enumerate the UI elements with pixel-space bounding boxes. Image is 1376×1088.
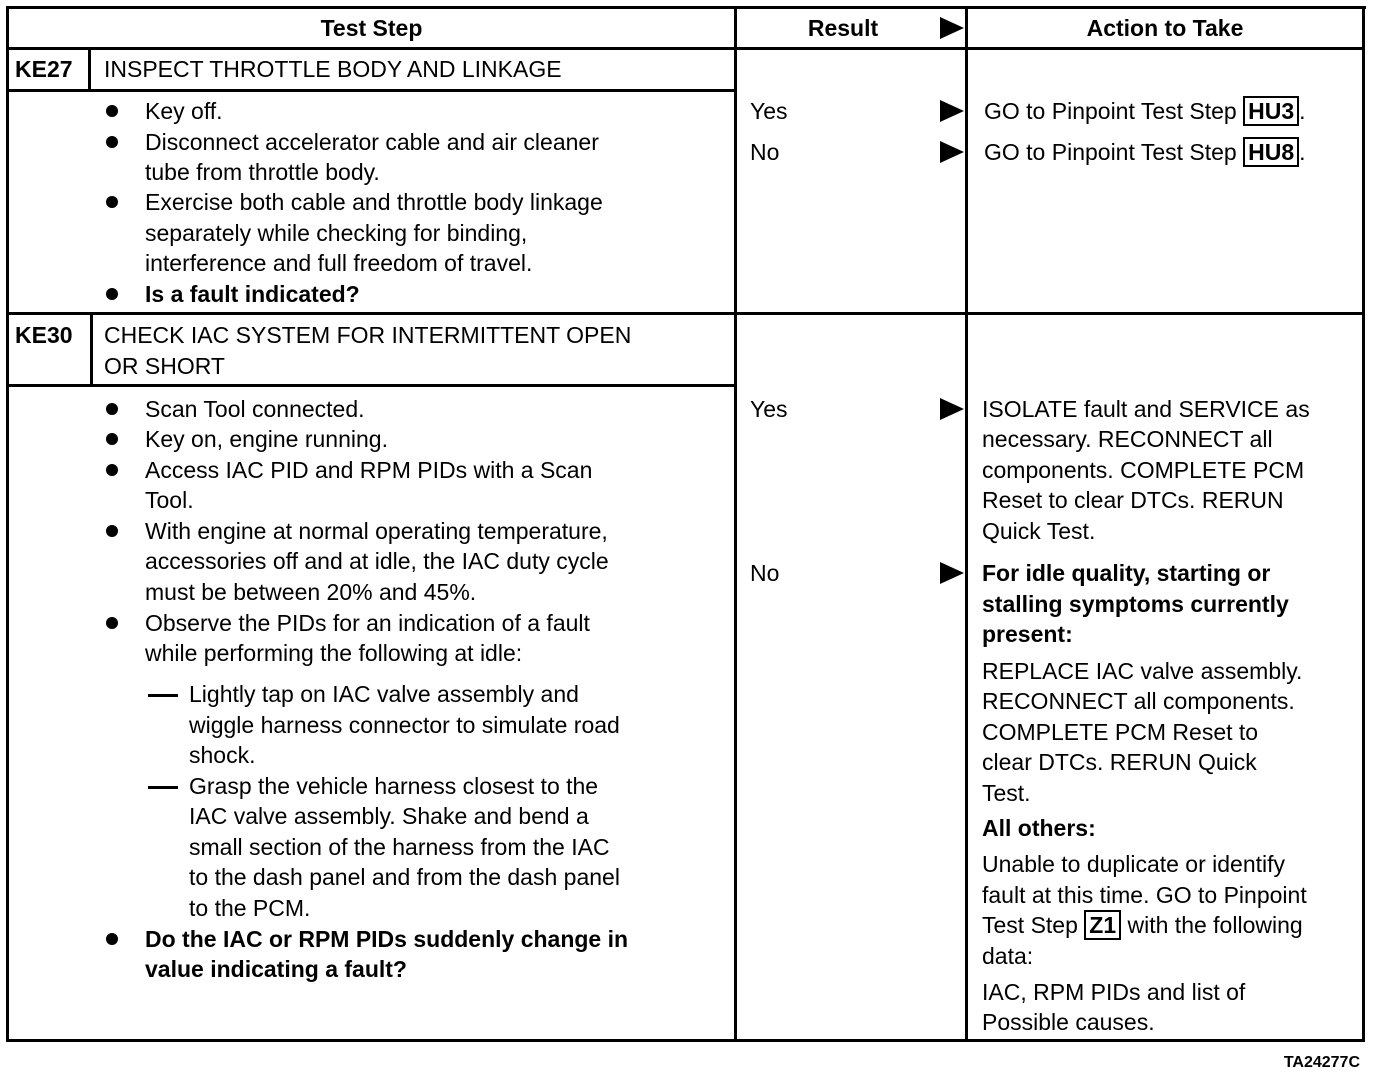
ke30-no-action-line-3: COMPLETE PCM Reset to xyxy=(982,719,1259,745)
ke30-others-tail-line-2: Possible causes. xyxy=(982,1009,1155,1035)
ke30-step-5-line-2: while performing the following at idle: xyxy=(145,640,523,666)
ke27-title-rule xyxy=(6,89,737,92)
ke30-no-action-line-1: REPLACE IAC valve assembly. xyxy=(982,658,1303,684)
ke27-step-1: Key off. xyxy=(145,98,223,124)
ke30-substep-1-line-1: Lightly tap on IAC valve assembly and xyxy=(189,681,579,707)
bullet-icon xyxy=(106,403,118,415)
bullet-icon xyxy=(106,105,118,117)
ke30-others-ref-post: with the following xyxy=(1121,912,1303,938)
ke30-substep-2-line-1: Grasp the vehicle harness closest to the xyxy=(189,773,599,799)
dash-icon xyxy=(148,694,178,697)
header-action: Action to Take xyxy=(1086,15,1244,41)
ref-z1[interactable]: Z1 xyxy=(1084,910,1121,940)
ke30-yes-action-line-4: Reset to clear DTCs. RERUN xyxy=(982,487,1284,513)
ke30-step-2: Key on, engine running. xyxy=(145,426,388,452)
bullet-icon xyxy=(106,617,118,629)
arrow-right-icon xyxy=(940,100,964,122)
ke27-action-no xyxy=(984,137,1306,168)
ke30-no-heading-line-2: stalling symptoms currently xyxy=(982,591,1289,617)
ke30-result-no: No xyxy=(750,560,780,586)
bullet-icon xyxy=(106,933,118,945)
table-bottom-border xyxy=(6,1039,1365,1042)
ke27-action-no-end: . xyxy=(1299,139,1306,165)
ke27-question: Is a fault indicated? xyxy=(145,281,360,307)
ke27-step-3-line-1: Exercise both cable and throttle body linkage xyxy=(145,189,603,215)
ke30-step-4-line-3: must be between 20% and 45%. xyxy=(145,579,477,605)
section-divider xyxy=(6,312,1365,315)
ke30-others-ref-pre: Test Step xyxy=(982,912,1085,938)
ke30-others-ref-line xyxy=(982,910,1303,941)
ke30-substep-2-line-3: small section of the harness from the IAC xyxy=(189,834,610,860)
ke30-substep-2-line-4: to the dash panel and from the dash panel xyxy=(189,864,620,890)
ke30-step-id: KE30 xyxy=(15,322,73,348)
arrow-right-icon xyxy=(940,398,964,420)
table-right-border xyxy=(1362,6,1365,1042)
bullet-icon xyxy=(106,525,118,537)
ke30-result-yes: Yes xyxy=(750,396,788,422)
ke30-step-3-line-1: Access IAC PID and RPM PIDs with a Scan xyxy=(145,457,593,483)
bullet-icon xyxy=(106,464,118,476)
ke30-id-divider xyxy=(90,312,93,387)
ke30-others-end: data: xyxy=(982,943,1034,969)
ke27-step-2-line-2: tube from throttle body. xyxy=(145,159,380,185)
col-divider-1 xyxy=(734,6,737,1042)
ke30-substep-2-line-2: IAC valve assembly. Shake and bend a xyxy=(189,803,589,829)
ke27-id-divider xyxy=(88,47,91,91)
ref-hu8[interactable]: HU8 xyxy=(1243,137,1299,167)
arrow-right-icon xyxy=(940,562,964,584)
ke30-yes-action-line-1: ISOLATE fault and SERVICE as xyxy=(982,396,1310,422)
ke30-others-tail-line-1: IAC, RPM PIDs and list of xyxy=(982,979,1246,1005)
ke30-step-5-line-1: Observe the PIDs for an indication of a fault xyxy=(145,610,590,636)
arrow-right-icon xyxy=(940,141,964,163)
table-left-border xyxy=(6,6,9,1042)
header-result: Result xyxy=(807,15,879,41)
ke30-others-heading: All others: xyxy=(982,815,1096,841)
header-test-step: Test Step xyxy=(320,15,423,41)
ke30-title-rule xyxy=(6,384,737,387)
ke30-step-4-line-2: accessories off and at idle, the IAC duty cycle xyxy=(145,548,609,574)
ke30-yes-action-line-3: components. COMPLETE PCM xyxy=(982,457,1305,483)
col-divider-2 xyxy=(965,6,968,1042)
ke30-title-line-2: OR SHORT xyxy=(104,353,225,379)
ke27-result-yes: Yes xyxy=(750,98,788,124)
ke27-step-id: KE27 xyxy=(15,56,73,82)
ke30-yes-action-line-5: Quick Test. xyxy=(982,518,1096,544)
ke27-step-3-line-2: separately while checking for binding, xyxy=(145,220,528,246)
ke30-substep-1-line-3: shock. xyxy=(189,742,256,768)
header-arrow-icon xyxy=(940,17,964,39)
figure-code: TA24277C xyxy=(1283,1054,1360,1071)
ke27-action-no-text: GO to Pinpoint Test Step xyxy=(984,139,1244,165)
ke30-no-heading-line-1: For idle quality, starting or xyxy=(982,560,1271,586)
ke30-yes-action-line-2: necessary. RECONNECT all xyxy=(982,426,1273,452)
ke30-step-3-line-2: Tool. xyxy=(145,487,194,513)
bullet-icon xyxy=(106,196,118,208)
ke30-step-1: Scan Tool connected. xyxy=(145,396,365,422)
ke30-substep-2-line-5: to the PCM. xyxy=(189,895,311,921)
dash-icon xyxy=(148,786,178,789)
ke27-result-no: No xyxy=(750,139,780,165)
ke27-step-2-line-1: Disconnect accelerator cable and air cleaner xyxy=(145,129,599,155)
bullet-icon xyxy=(106,136,118,148)
ke30-question-line-1: Do the IAC or RPM PIDs suddenly change in xyxy=(145,926,629,952)
ke30-no-heading-line-3: present: xyxy=(982,621,1073,647)
bullet-icon xyxy=(106,288,118,300)
ke30-others-line-2: fault at this time. GO to Pinpoint xyxy=(982,882,1307,908)
ref-hu3[interactable]: HU3 xyxy=(1243,96,1299,126)
ke27-step-3-line-3: interference and full freedom of travel. xyxy=(145,250,533,276)
ke30-step-4-line-1: With engine at normal operating temperature, xyxy=(145,518,608,544)
ke30-no-action-line-5: Test. xyxy=(982,780,1031,806)
ke30-no-action-line-2: RECONNECT all components. xyxy=(982,688,1295,714)
ke30-no-action-line-4: clear DTCs. RERUN Quick xyxy=(982,749,1257,775)
ke27-action-yes xyxy=(984,96,1306,127)
bullet-icon xyxy=(106,433,118,445)
ke27-title: INSPECT THROTTLE BODY AND LINKAGE xyxy=(104,56,562,82)
header-bottom-rule xyxy=(6,47,1365,50)
ke27-action-yes-text: GO to Pinpoint Test Step xyxy=(984,98,1244,124)
table-top-border xyxy=(6,6,1366,9)
ke30-substep-1-line-2: wiggle harness connector to simulate road xyxy=(189,712,620,738)
ke27-action-yes-end: . xyxy=(1299,98,1306,124)
ke30-others-line-1: Unable to duplicate or identify xyxy=(982,851,1286,877)
ke30-title-line-1: CHECK IAC SYSTEM FOR INTERMITTENT OPEN xyxy=(104,322,632,348)
ke30-question-line-2: value indicating a fault? xyxy=(145,956,407,982)
